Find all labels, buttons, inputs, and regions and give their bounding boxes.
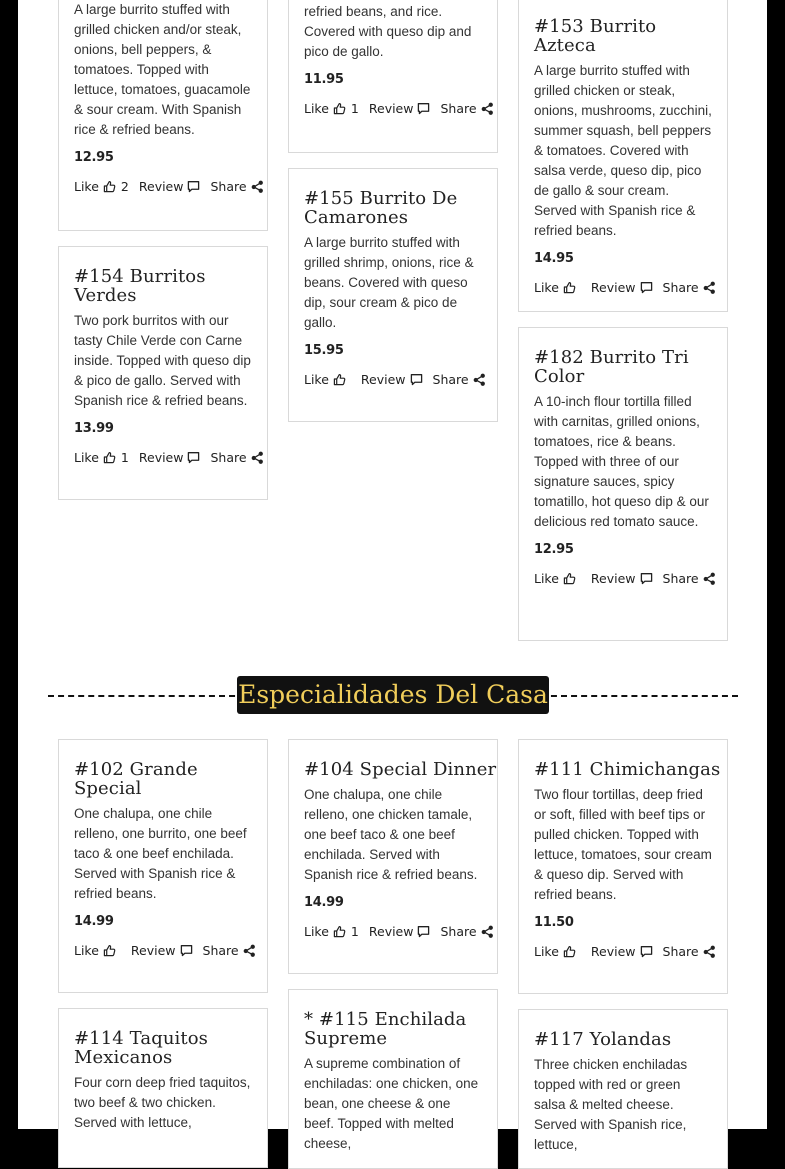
comment-icon [187,451,200,464]
item-title: #102 Grande Special [74,759,198,799]
item-description: A 10-inch flour tortilla filled with carnitas, grilled onions, tomatoes, rice & beans. Topped with three of our signature sauces, spicy tomatillo, hot queso dip & our delicious red tomato sauce. [534,394,709,529]
review-button[interactable]: Review [591,280,653,295]
item-price: 12.95 [534,542,574,557]
comment-icon [187,180,200,193]
review-button[interactable]: Review [369,101,431,116]
item-price: 12.95 [74,150,114,165]
share-button[interactable]: Share [440,924,493,939]
item-actions [74,447,252,467]
item-description: A large burrito stuffed with grilled chicken and/or steak, onions, bell peppers, & tomatoes. Topped with lettuce, tomatoes, guacamole & sour cream. With Spanish rice & refried beans. [74,2,251,137]
like-count: 1 [350,100,359,116]
share-icon [481,102,494,115]
item-title: #154 Burritos Verdes [74,266,206,306]
section-header [48,676,738,714]
menu-item-card [288,989,498,1169]
like-button[interactable]: Like [304,372,351,387]
menu-item-card [518,739,728,994]
menu-item-card [288,168,498,422]
thumbs-up-icon [563,572,576,585]
item-price: 14.99 [74,914,114,929]
item-description: refried beans, and rice. Covered with queso dip and pico de gallo. [304,4,472,59]
like-button[interactable]: Like [534,571,581,586]
share-icon [703,572,716,585]
menu-item-card [58,739,268,993]
item-description: Two pork burritos with our tasty Chile Verde con Carne inside. Topped with queso dip & pico de gallo. Served with Spanish rice & refried beans. [74,313,251,408]
item-price: 11.50 [534,915,574,930]
item-title: #111 Chimichangas [534,759,721,780]
item-actions [74,940,252,960]
share-icon [243,944,256,957]
share-icon [251,451,264,464]
item-price: 15.95 [304,343,344,358]
review-button[interactable]: Review [369,924,431,939]
thumbs-up-icon [563,281,576,294]
item-actions [534,568,712,588]
comment-icon [180,944,193,957]
like-button[interactable]: Like [534,280,581,295]
menu-item-card [58,1008,268,1168]
thumbs-up-icon [103,944,116,957]
item-description: One chalupa, one chile relleno, one chicken tamale, one beef taco & one beef enchilada. Served with Spanish rice & refried beans. [304,787,478,882]
share-icon [481,925,494,938]
share-icon [473,373,486,386]
thumbs-up-icon [103,451,116,464]
item-actions [304,369,482,389]
like-button[interactable]: Like [74,943,121,958]
comment-icon [640,945,653,958]
like-button[interactable]: Like 1 [304,923,359,939]
item-price: 13.99 [74,421,114,436]
comment-icon [417,102,430,115]
like-button[interactable]: Like [534,944,581,959]
comment-icon [417,925,430,938]
menu-item-card [518,327,728,641]
item-description: A supreme combination of enchiladas: one chicken, one bean, one cheese & one beef. Topped with melted cheese, [304,1056,479,1151]
share-button[interactable]: Share [663,280,716,295]
item-description: A large burrito stuffed with grilled chicken or steak, onions, mushrooms, zucchini, summer squash, bell peppers & tomatoes. Covered with salsa verde, queso dip, pico de gallo & sour cream. Served with Spanish rice & refried beans. [534,63,712,238]
share-icon [703,281,716,294]
item-description: A large burrito stuffed with grilled shrimp, onions, rice & beans. Covered with queso dip, sour cream & pico de gallo. [304,235,474,330]
item-title: #117 Yolandas [534,1029,672,1050]
item-actions [304,921,482,941]
share-icon [703,945,716,958]
menu-item-card [518,1009,728,1169]
menu-item-card [288,739,498,974]
item-price: 14.95 [534,251,574,266]
like-count: 1 [350,923,359,939]
review-button[interactable]: Review [139,450,201,465]
item-actions [534,941,712,961]
comment-icon [410,373,423,386]
item-description: Two flour tortillas, deep fried or soft, filled with beef tips or pulled chicken. Topped with lettuce, tomatoes, sour cream & queso dip. Served with refried beans. [534,787,712,902]
item-price: 11.95 [304,72,344,87]
item-description: One chalupa, one chile relleno, one burrito, one beef taco & one beef enchilada. Served with Spanish rice & refried beans. [74,806,247,901]
item-actions [304,98,482,118]
item-price: 14.99 [304,895,344,910]
share-button[interactable]: Share [433,372,486,387]
item-title: #182 Burrito Tri Color [534,347,689,387]
thumbs-up-icon [333,373,346,386]
share-button[interactable]: Share [203,943,256,958]
comment-icon [640,572,653,585]
item-description: Four corn deep fried taquitos, two beef & two chicken. Served with lettuce, [74,1075,251,1130]
menu-item-card [288,0,498,153]
item-description: Three chicken enchiladas topped with red or green salsa & melted cheese. Served with Spanish rice, lettuce, [534,1057,688,1152]
item-actions [534,277,712,297]
item-title: * #115 Enchilada Supreme [304,1009,467,1049]
menu-item-card [518,0,728,312]
item-title: #155 Burrito De Camarones [304,188,458,228]
like-button[interactable]: Like 1 [304,100,359,116]
share-icon [251,180,264,193]
menu-page [18,0,767,1152]
item-title: #114 Taquitos Mexicanos [74,1028,208,1068]
comment-icon [640,281,653,294]
item-title: #104 Special Dinner [304,759,497,780]
share-button[interactable]: Share [440,101,493,116]
review-button[interactable]: Review [361,372,423,387]
like-button[interactable]: Like 2 [74,178,129,194]
item-actions [74,176,252,196]
thumbs-up-icon [333,925,346,938]
review-button[interactable]: Review [139,179,201,194]
share-button[interactable]: Share [663,944,716,959]
share-button[interactable]: Share [663,571,716,586]
share-button[interactable]: Share [210,450,263,465]
like-count: 2 [120,178,129,194]
review-button[interactable]: Review [131,943,193,958]
menu-item-card [58,0,268,231]
menu-item-card [58,246,268,500]
review-button[interactable]: Review [591,571,653,586]
like-button[interactable]: Like 1 [74,449,129,465]
share-button[interactable]: Share [210,179,263,194]
like-count: 1 [120,449,129,465]
thumbs-up-icon [563,945,576,958]
thumbs-up-icon [103,180,116,193]
section-title: Especialidades Del Casa [237,676,549,714]
review-button[interactable]: Review [591,944,653,959]
thumbs-up-icon [333,102,346,115]
item-title: #153 Burrito Azteca [534,16,657,56]
